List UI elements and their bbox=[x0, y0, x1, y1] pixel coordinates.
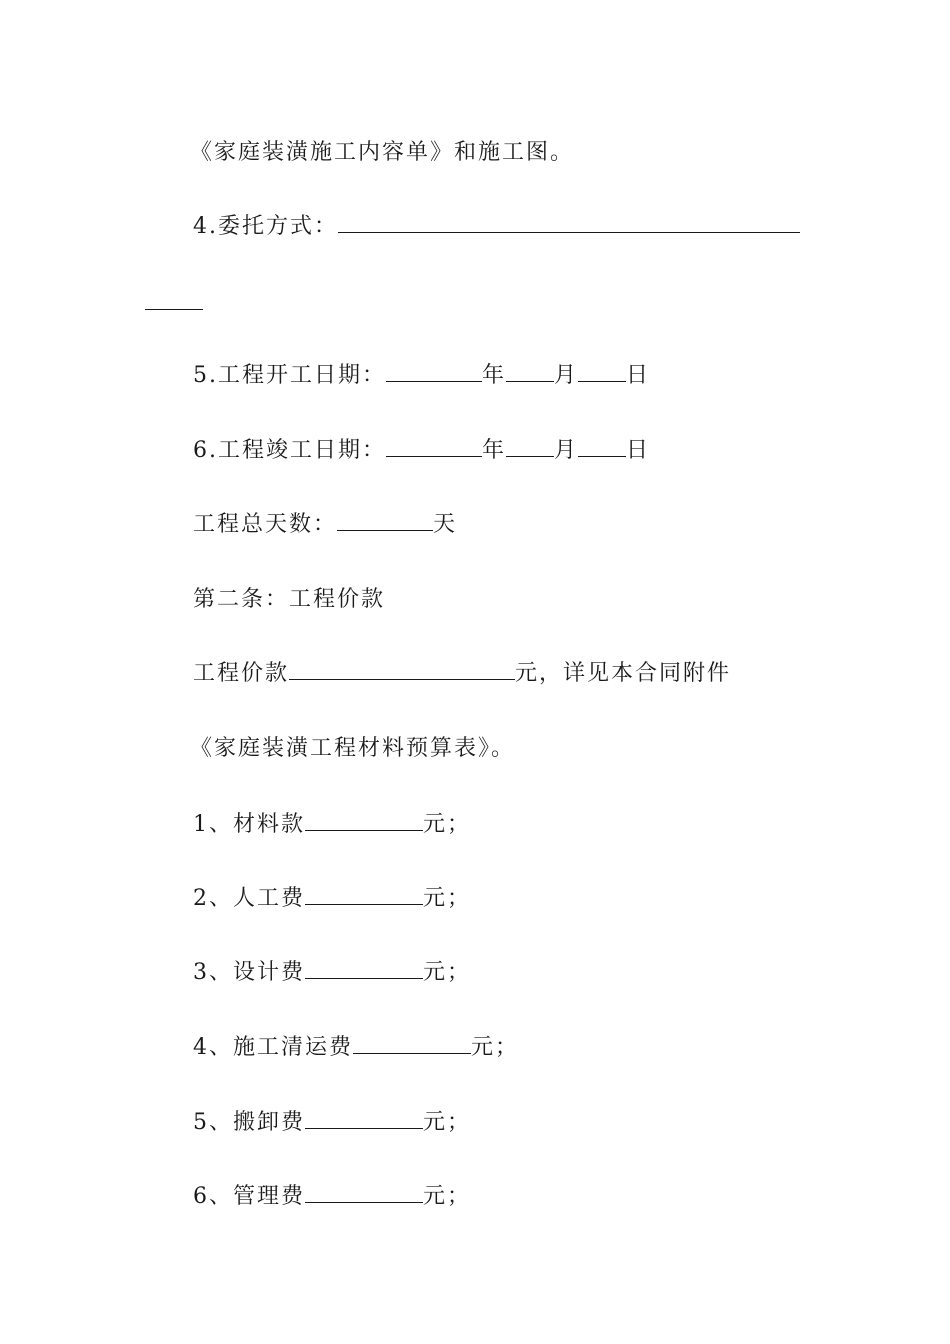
end-date-label: 6.工程竣工日期： bbox=[193, 438, 386, 463]
item-unit: 元； bbox=[423, 960, 472, 985]
attachment-text: 《家庭装潢施工内容单》和施工图。 bbox=[190, 140, 575, 165]
day-label: 日 bbox=[626, 438, 651, 463]
price-blank[interactable] bbox=[289, 659, 515, 680]
item-amount-blank[interactable] bbox=[305, 958, 423, 979]
total-days-line bbox=[193, 510, 457, 540]
item-amount-blank[interactable] bbox=[353, 1033, 471, 1054]
item-label: 6、管理费 bbox=[193, 1184, 305, 1209]
end-date-line bbox=[193, 436, 650, 466]
list-item bbox=[193, 1108, 471, 1138]
item-label: 5、搬卸费 bbox=[193, 1110, 305, 1135]
section-heading bbox=[193, 585, 385, 615]
list-item bbox=[193, 810, 471, 840]
item-label: 4、施工清运费 bbox=[193, 1035, 353, 1060]
end-month-blank[interactable] bbox=[506, 436, 554, 457]
price-line bbox=[193, 659, 731, 689]
end-year-blank[interactable] bbox=[386, 436, 482, 457]
month-label: 月 bbox=[554, 363, 579, 388]
commission-method-blank-continuation[interactable] bbox=[145, 309, 203, 310]
item-unit: 元； bbox=[423, 1184, 472, 1209]
day-label: 日 bbox=[626, 363, 651, 388]
start-date-line bbox=[193, 361, 650, 391]
start-month-blank[interactable] bbox=[506, 361, 554, 382]
commission-method-blank[interactable] bbox=[338, 212, 800, 233]
list-item bbox=[193, 958, 471, 988]
list-item bbox=[193, 1182, 471, 1212]
start-year-blank[interactable] bbox=[386, 361, 482, 382]
month-label: 月 bbox=[554, 438, 579, 463]
item-unit: 元； bbox=[471, 1035, 520, 1060]
year-label: 年 bbox=[482, 363, 507, 388]
item-unit: 元； bbox=[423, 886, 472, 911]
start-day-blank[interactable] bbox=[578, 361, 626, 382]
attachment-line bbox=[190, 138, 574, 168]
budget-table-line bbox=[190, 734, 515, 764]
item-amount-blank[interactable] bbox=[305, 810, 423, 831]
total-days-label: 工程总天数： bbox=[193, 512, 338, 537]
end-day-blank[interactable] bbox=[578, 436, 626, 457]
item-unit: 元； bbox=[423, 1110, 472, 1135]
price-suffix: 元，详见本合同附件 bbox=[515, 661, 732, 686]
item-label: 1、材料款 bbox=[193, 812, 305, 837]
days-unit: 天 bbox=[433, 512, 458, 537]
item-amount-blank[interactable] bbox=[305, 1182, 423, 1203]
item-label: 3、设计费 bbox=[193, 960, 305, 985]
price-label: 工程价款 bbox=[193, 661, 290, 686]
total-days-blank[interactable] bbox=[337, 510, 433, 531]
commission-method-line bbox=[193, 212, 800, 242]
section-heading-text: 第二条：工程价款 bbox=[193, 587, 386, 612]
item-amount-blank[interactable] bbox=[305, 884, 423, 905]
item-amount-blank[interactable] bbox=[305, 1108, 423, 1129]
list-item bbox=[193, 884, 471, 914]
item-unit: 元； bbox=[423, 812, 472, 837]
year-label: 年 bbox=[482, 438, 507, 463]
commission-method-label: 4.委托方式： bbox=[193, 214, 338, 239]
budget-table-text: 《家庭装潢工程材料预算表》。 bbox=[190, 736, 516, 761]
item-label: 2、人工费 bbox=[193, 886, 305, 911]
start-date-label: 5.工程开工日期： bbox=[193, 363, 386, 388]
list-item bbox=[193, 1033, 519, 1063]
